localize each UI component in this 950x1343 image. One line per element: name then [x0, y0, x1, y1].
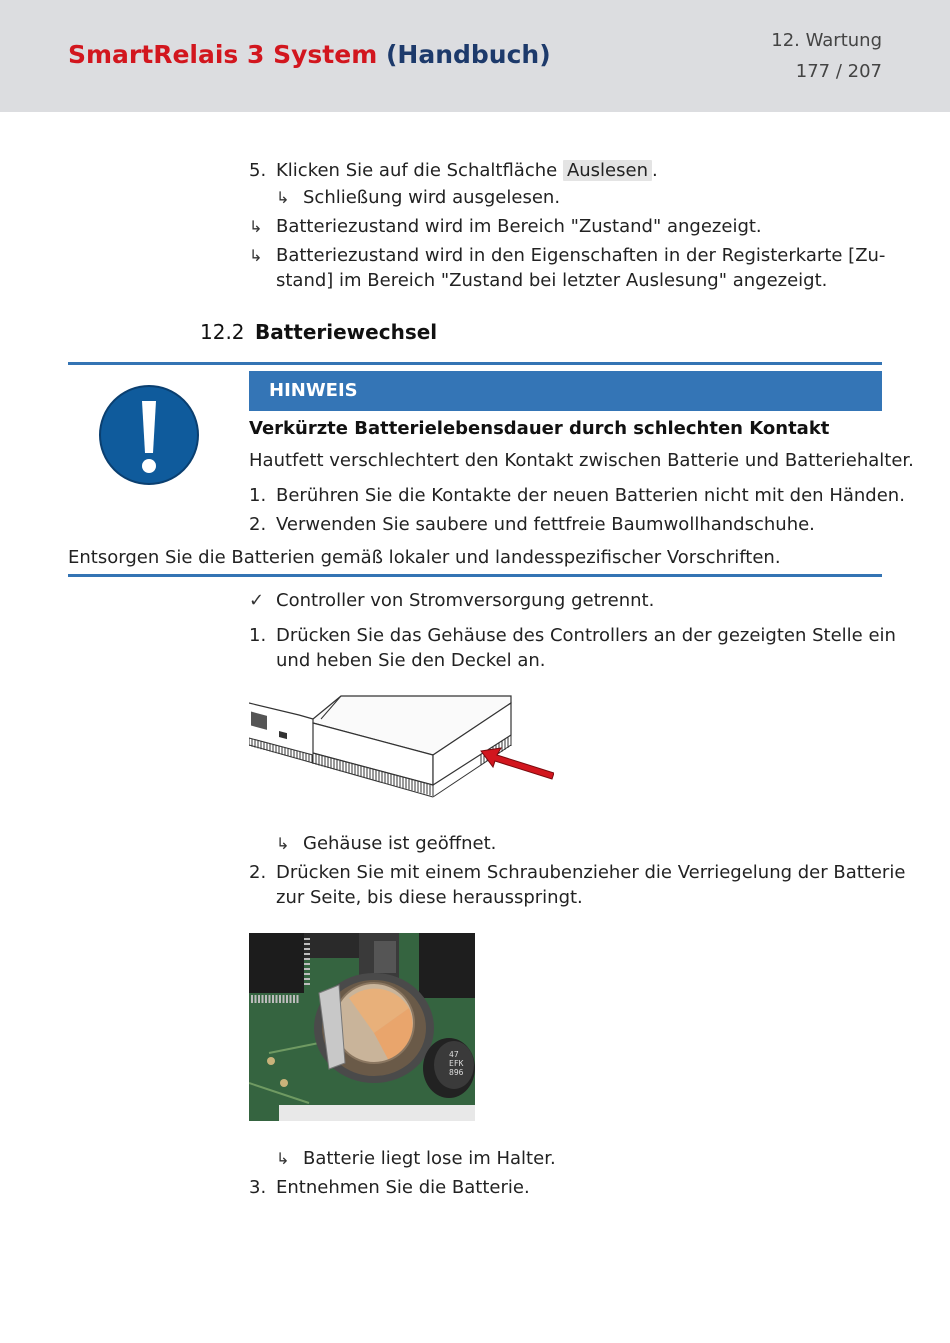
checkmark-icon: ✓	[249, 590, 265, 611]
result-sub-text: Schließung wird ausgelesen.	[303, 187, 561, 208]
page-number: 177 / 207	[795, 61, 882, 82]
result-1-text: Batteriezustand wird im Bereich "Zustand" angezeigt.	[276, 216, 762, 237]
result-2-line-2: stand] im Bereich "Zustand bei letzter Auslesung" angezeigt.	[276, 270, 828, 291]
capacitor-label-3: 896	[449, 1068, 464, 1077]
result-arrow-icon: ↳	[249, 246, 263, 265]
step-number: 3.	[249, 1177, 267, 1198]
notice-item-number: 1.	[249, 485, 267, 506]
page-header	[0, 0, 950, 112]
section-heading	[200, 320, 437, 344]
notice-bottom-rule	[68, 574, 882, 577]
notice-item-1: Berühren Sie die Kontakte der neuen Batterien nicht mit den Händen.	[276, 485, 905, 506]
precondition-text: Controller von Stromversorgung getrennt.	[276, 590, 655, 611]
step-number: 2.	[249, 862, 267, 883]
chapter-label: 12. Wartung	[771, 30, 882, 51]
battery-holder-photo	[249, 933, 475, 1121]
result-arrow-icon: ↳	[249, 217, 263, 236]
title-suffix: (Handbuch)	[385, 40, 551, 69]
result-arrow-icon: ↳	[276, 1149, 290, 1168]
notice-top-rule	[68, 362, 882, 365]
step-2-line-2: zur Seite, bis diese herausspringt.	[276, 887, 583, 908]
step-1-line-1: Drücken Sie das Gehäuse des Controllers an der gezeigten Stelle ein	[276, 625, 896, 646]
step-1-result: Gehäuse ist geöffnet.	[303, 833, 497, 854]
notice-label-bar	[249, 371, 882, 411]
notice-text: Hautfett verschlechtert den Kontakt zwischen Batterie und Batteriehalter.	[249, 450, 914, 471]
section-number: 12.2	[200, 320, 245, 344]
step-5-before: Klicken Sie auf die Schaltfläche	[276, 160, 558, 181]
capacitor-label-1: 47	[449, 1050, 459, 1059]
step-2-result: Batterie liegt lose im Halter.	[303, 1148, 556, 1169]
capacitor-label-2: EFK	[449, 1059, 464, 1068]
notice-label: HINWEIS	[269, 380, 358, 401]
notice-item-2: Verwenden Sie saubere und fettfreie Baumwollhandschuhe.	[276, 514, 815, 535]
disposal-note: Entsorgen Sie die Batterien gemäß lokaler und landesspezifischer Vorschriften.	[68, 547, 781, 568]
notice-heading: Verkürzte Batterielebensdauer durch schlechten Kontakt	[249, 418, 830, 439]
document-title	[68, 40, 551, 69]
result-2-line-1: Batteriezustand wird in den Eigenschaften in der Registerkarte [Zu-	[276, 245, 886, 266]
step-5-after: .	[651, 160, 658, 181]
notice-item-number: 2.	[249, 514, 267, 535]
step-3-text: Entnehmen Sie die Batterie.	[276, 1177, 530, 1198]
step-number: 1.	[249, 625, 267, 646]
auslesen-button-reference: Auslesen	[563, 160, 652, 181]
result-arrow-icon: ↳	[276, 188, 290, 207]
section-title: Batteriewechsel	[254, 320, 438, 344]
step-5-text	[276, 158, 658, 183]
step-2-line-1: Drücken Sie mit einem Schraubenzieher die Verriegelung der Batterie	[276, 862, 906, 883]
step-number: 5.	[249, 160, 267, 181]
controller-housing-figure	[249, 693, 554, 805]
warning-exclamation-icon	[99, 385, 199, 485]
result-arrow-icon: ↳	[276, 834, 290, 853]
title-brand: SmartRelais 3 System	[68, 40, 378, 69]
step-1-line-2: und heben Sie den Deckel an.	[276, 650, 546, 671]
